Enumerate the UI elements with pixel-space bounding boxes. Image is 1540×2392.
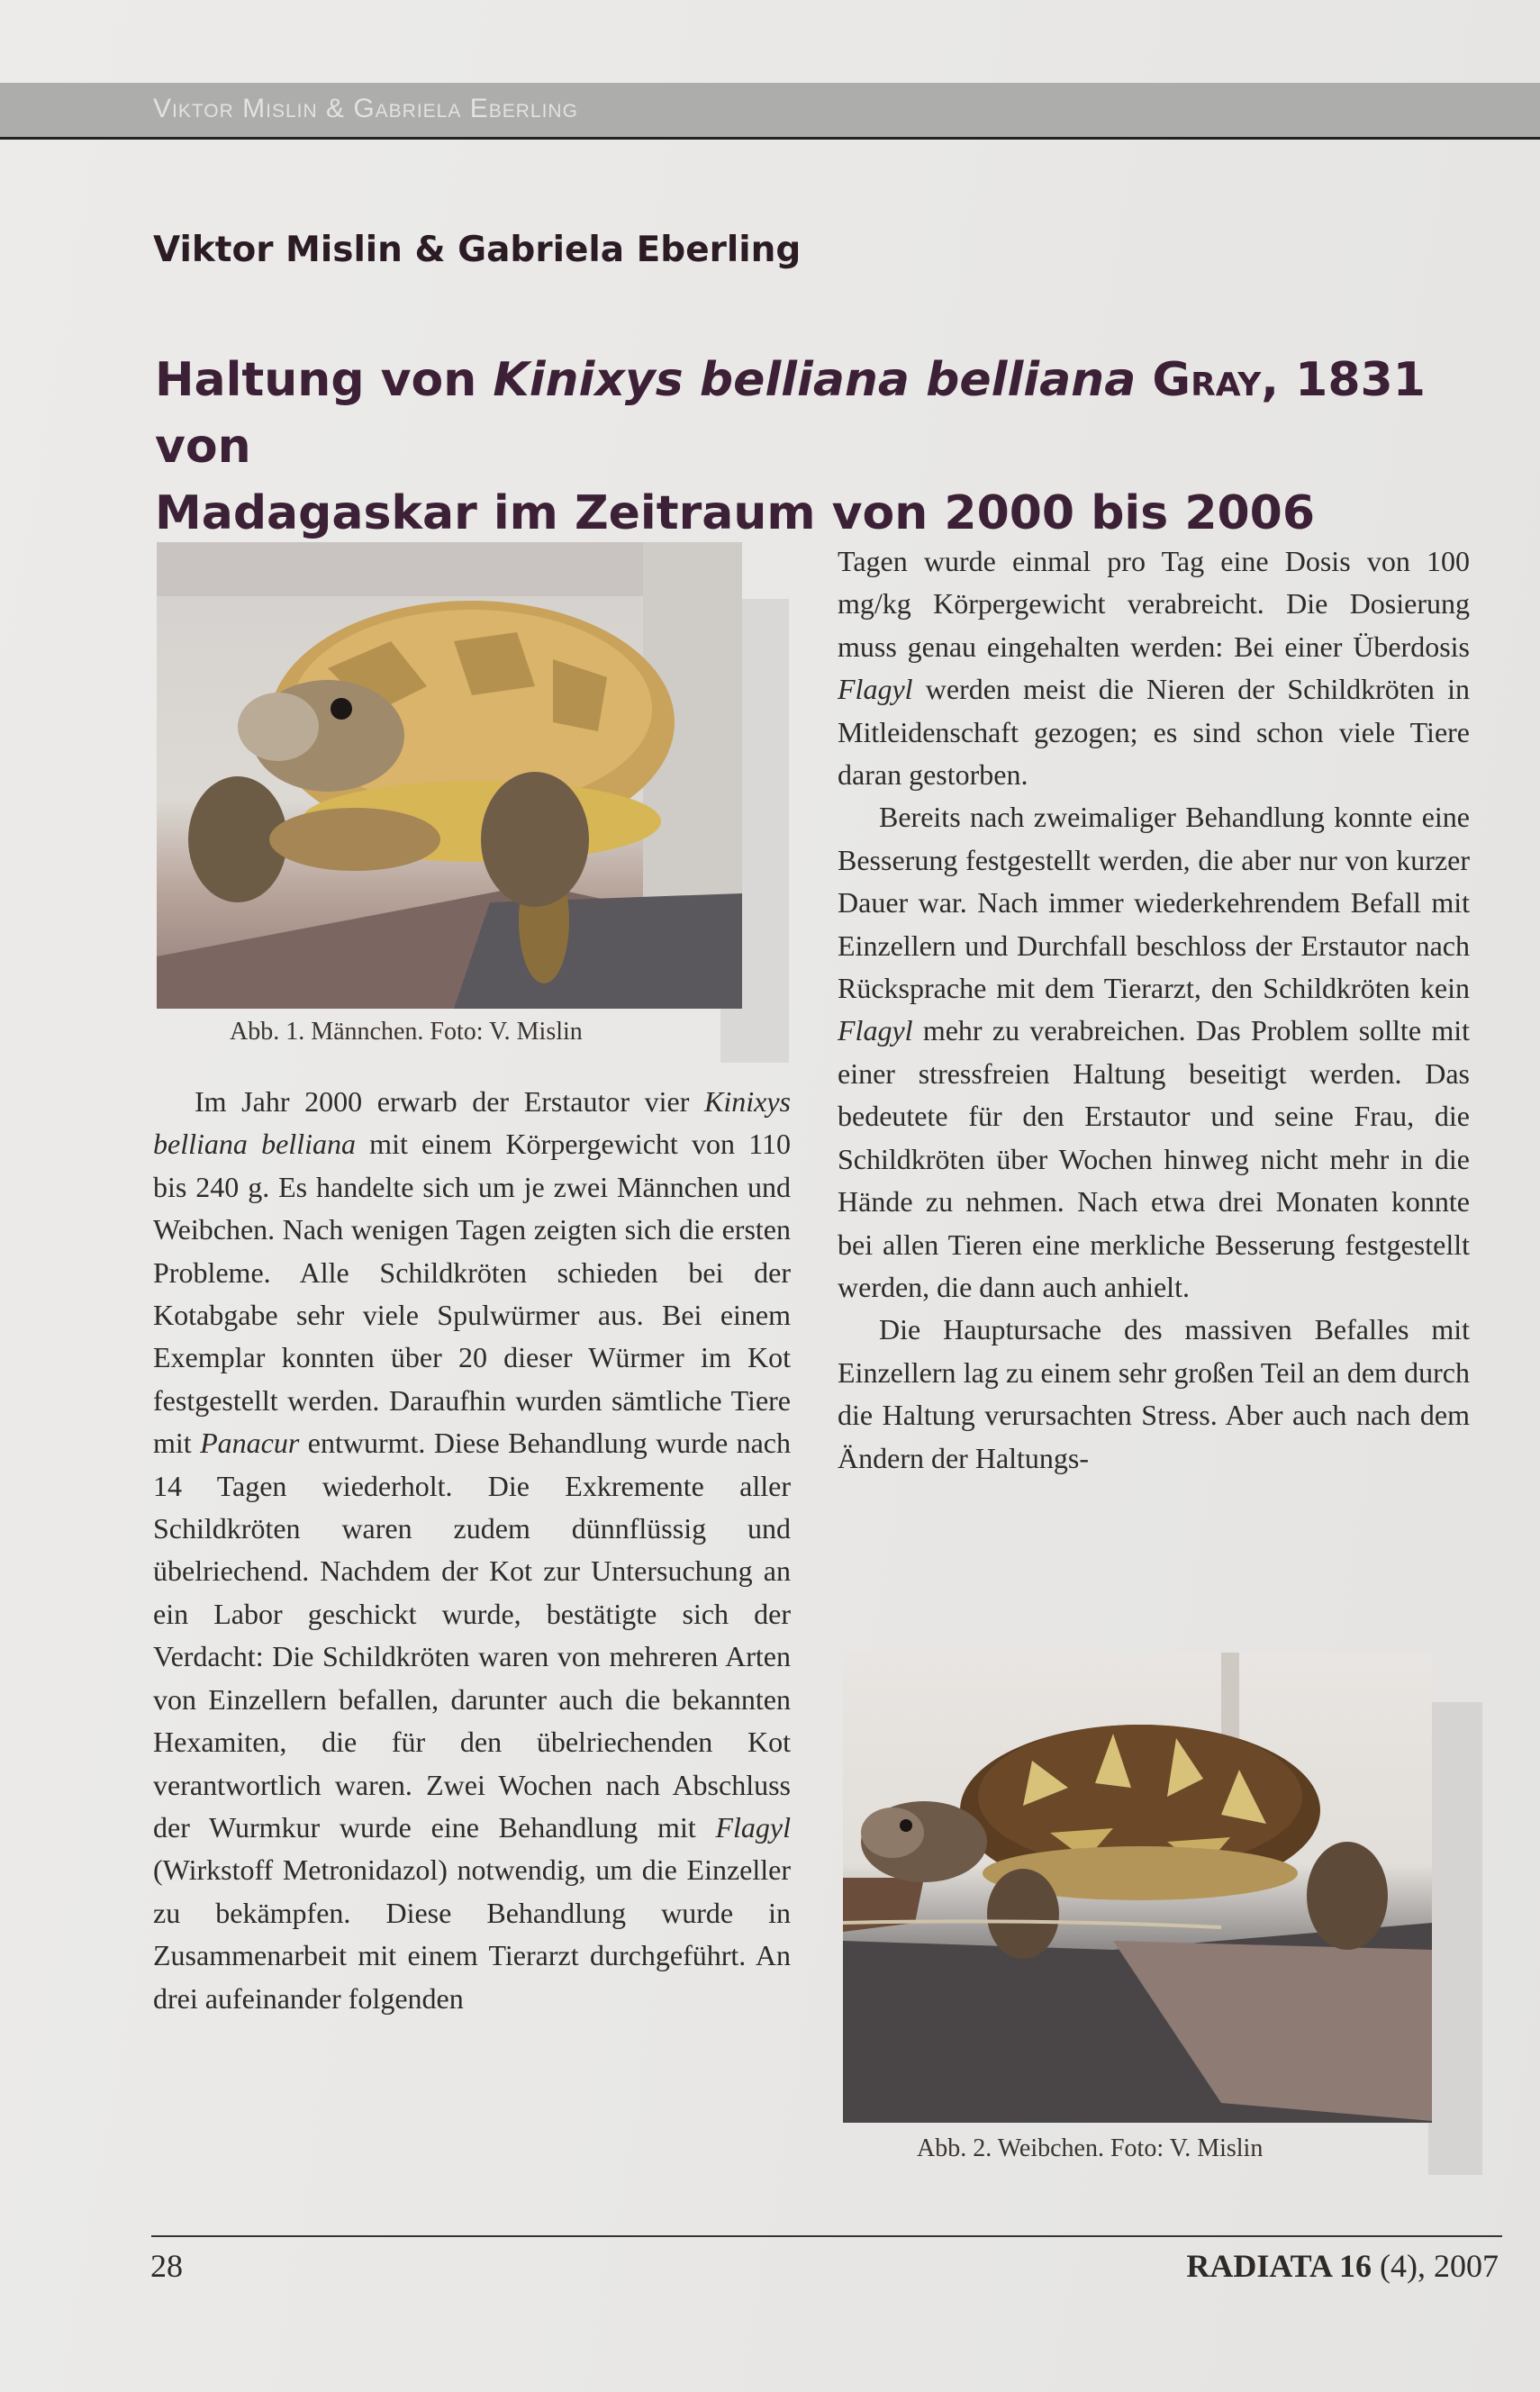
paragraph [838, 796, 1470, 1309]
footer-rule [151, 2235, 1502, 2237]
tortoise-illustration-1 [157, 542, 742, 1009]
text-run: werden meist die Nieren der Schildkröten in Mitleidenschaft gezogen; es sind schon viele Tiere daran gestorben. [838, 673, 1470, 792]
journal-name: RADIATA 16 [1186, 2248, 1372, 2284]
drug-name: Flagyl [838, 673, 913, 706]
text-run: entwurmt. Diese Behandlung wurde nach 14 Tagen wiederholt. Die Exkremente aller Schildkröten waren zudem dünnflüssig und übelriechend. Nachdem der Kot zur Untersuchung an ein Labor geschickt wurde, bestätigte sich der Verdacht: Die Schildkröten waren von mehreren Arten von Einzellern befallen, darunter auch die bekannten Hexamiten, die für den übelriechenden Kot verantwortlich waren. Zwei Wochen nach Abschluss der Wurmkur wurde eine Behandlung mit [153, 1427, 792, 1844]
text-run: Im Jahr 2000 erwarb der Erstautor vier [195, 1085, 705, 1118]
text-run: mit einem Körpergewicht von 110 bis 240 g. Es handelte sich um je zwei Männchen und Weibchen. Nach wenigen Tagen zeigten sich die ersten Probleme. Alle Schildkröten schieden bei der Kotabgabe sehr viele Spulwürmer aus. Bei einem Exemplar konnten über 20 dieser Würmer im Kot festgestellt werden. Daraufhin wurden sämtliche Tiere mit [153, 1128, 792, 1460]
drug-name: Flagyl [838, 1014, 913, 1047]
running-head [0, 83, 1540, 140]
article-author: Viktor Mislin & Gabriela Eberling [153, 230, 802, 270]
page-number: 28 [150, 2248, 183, 2284]
text-run: (Wirkstoff Metronidazol) notwendig, um die Einzeller zu bekämpfen. Diese Behandlung wurde in Zusammenarbeit mit einem Tierarzt durchgeführt. An drei aufeinander folgenden [153, 1853, 791, 2015]
figure-2-caption: Abb. 2. Weibchen. Foto: V. Mislin [917, 2134, 1264, 2162]
title-species: Kinixys belliana belliana [493, 353, 1137, 407]
title-authority: Gray [1152, 353, 1262, 407]
drug-name: Flagyl [715, 1810, 791, 1844]
text-column-left [153, 1081, 791, 2020]
drug-name: Panacur [200, 1427, 300, 1460]
paragraph [153, 1081, 791, 2020]
species-name: Kinixys belliana belliana [153, 1085, 791, 1161]
title-line2: Madagaskar im Zeitraum von 2000 bis 2006 [155, 486, 1316, 540]
text-run: Bereits nach zweimaliger Behandlung konnte eine Besserung festgestellt werden, die aber nur von kurzer Dauer war. Nach immer wiederkehrendem Befall mit Einzellern und Durchfall beschloss der Erstautor nach Rücksprache mit dem Tierarzt, den Schildkröten kein [838, 801, 1470, 1005]
journal-issue: (4), 2007 [1372, 2248, 1499, 2284]
text-run: Tagen wurde einmal pro Tag eine Dosis von 100 mg/kg Körpergewicht verabreicht. Die Dosierung muss genau eingehalten werden: Bei einer Überdosis [838, 545, 1470, 663]
title-part1: Haltung von [155, 353, 494, 407]
text-run: mehr zu verabreichen. Das Problem sollte mit einer stressfreien Haltung beseitigt werden. Das bedeutete für den Erstautor und seine Frau, die Schildkröten über Wochen hinweg nicht mehr in die Hände zu nehmen. Nach etwa drei Monaten konnte bei allen Tieren eine merkliche Besserung festgestellt werden, die dann auch anhielt. [838, 1014, 1470, 1303]
figure-1-photo-male-tortoise [157, 542, 742, 1009]
title-part2: , 1831 von [155, 353, 1426, 474]
tortoise-illustration-2 [843, 1653, 1432, 2123]
paragraph [838, 540, 1470, 796]
figure-1-caption: Abb. 1. Männchen. Foto: V. Mislin [230, 1018, 583, 1046]
text-column-right [838, 540, 1470, 1480]
journal-citation [1186, 2247, 1499, 2285]
figure-2-backing [1428, 1702, 1482, 2175]
paragraph: Die Hauptursache des massiven Befalles mit Einzellern lag zu einem sehr großen Teil an dem durch die Haltung verursachten Stress. Aber auch nach dem Ändern der Haltungs- [838, 1313, 1470, 1474]
running-head-text: Viktor Mislin & Gabriela Eberling [153, 94, 578, 123]
figure-2-photo-female-tortoise [843, 1653, 1432, 2123]
article-title [155, 347, 1479, 547]
